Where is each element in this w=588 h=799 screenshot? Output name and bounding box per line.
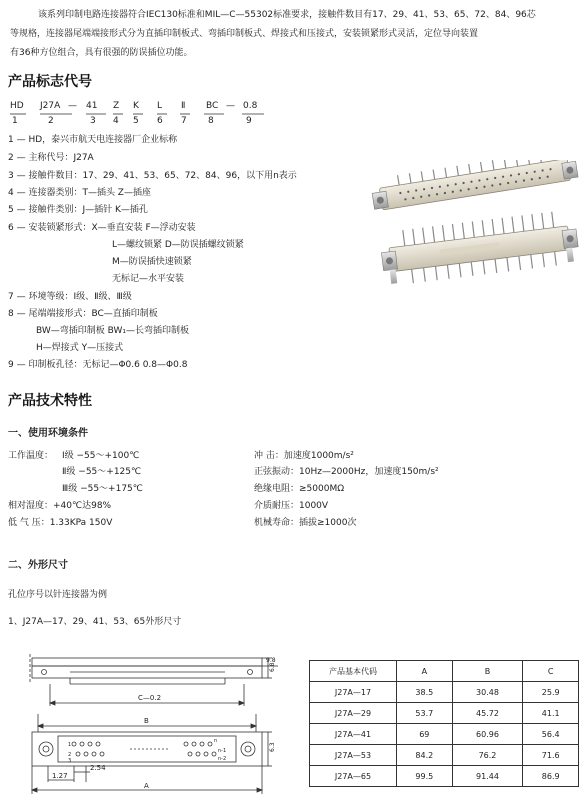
table-cell: J27A—17 — [310, 682, 397, 703]
list-item: 6 — 安装锁紧形式：X—垂直安装 F—浮动安装 — [8, 223, 196, 233]
intro-line-3: 有36种方位组合，具有很强的防误插位功能。 — [10, 48, 193, 58]
pin-label-2: 2 — [68, 752, 72, 758]
table-cell: 56.4 — [523, 724, 579, 745]
table-cell: 76.2 — [452, 745, 523, 766]
table-row — [310, 745, 579, 766]
intro-line-2: 等规格，连接器尾端端接形式分为直插印制板式、弯插印制板式、焊接式和压接式，安装锁紧形式灵活，定位导向装置 — [10, 29, 479, 39]
code-num: 8 — [208, 116, 214, 126]
temp-line: Ⅲ级 −55～+175℃ — [62, 484, 143, 494]
list-item: 1 — HD，泰兴市航天电连接器厂企业标称 — [8, 135, 178, 145]
code-part: BC — [206, 101, 219, 111]
code-part: K — [133, 101, 139, 111]
table-cell: 25.9 — [523, 682, 579, 703]
section-title-product-code: 产品标志代号 — [8, 74, 92, 90]
code-num: 5 — [133, 116, 139, 126]
dimension-drawing — [10, 648, 280, 798]
temp-line: Ⅰ级 −55～+100℃ — [62, 451, 140, 461]
table-cell: 41.1 — [523, 703, 579, 724]
list-item: 2 — 主称代号：J27A — [8, 153, 94, 163]
code-num: 6 — [157, 116, 163, 126]
code-part: HD — [10, 101, 24, 111]
dimension-note: 1、J27A—17、29、41、53、65外形尺寸 — [8, 617, 182, 627]
table-cell: J27A—65 — [310, 766, 397, 787]
table-header: 产品基本代码 — [310, 661, 397, 682]
table-row — [310, 703, 579, 724]
list-item: 7 — 环境等级：Ⅰ级、Ⅱ级、Ⅲ级 — [8, 292, 132, 302]
dim-label-height1: 6.8 — [269, 662, 276, 672]
table-header: A — [397, 661, 453, 682]
table-header: B — [452, 661, 523, 682]
dim-label-row: 2.54 — [90, 764, 106, 772]
list-item: BW—弯插印制板 BW₁—长弯插印制板 — [36, 326, 189, 336]
list-item: M—防误插快速锁紧 — [112, 257, 192, 267]
spec-line: 正弦振动：10Hz—2000Hz，加速度150m/s² — [254, 467, 439, 477]
table-row — [310, 682, 579, 703]
table-header: C — [523, 661, 579, 682]
pin-label-n-1: n-1 — [218, 748, 227, 754]
list-item: H—焊接式 Y—压接式 — [36, 343, 124, 353]
spec-line: 冲 击：加速度1000m/s² — [254, 451, 354, 461]
code-part: 0.8 — [243, 101, 258, 111]
table-cell: 60.96 — [452, 724, 523, 745]
table-cell: 38.5 — [397, 682, 453, 703]
table-cell: 69 — [397, 724, 453, 745]
code-part: J27A — [40, 101, 61, 111]
intro-line-1: 该系列印制电路连接器符合IEC130标准和MIL—C—55302标准要求，接触件数目有17、29、41、53、65、72、84、96芯 — [38, 10, 536, 20]
table-cell: J27A—53 — [310, 745, 397, 766]
pin-label-n: n — [214, 738, 218, 744]
dim-label-height2: 9.8 — [266, 657, 276, 664]
code-part: Z — [113, 101, 120, 111]
table-cell: 45.72 — [452, 703, 523, 724]
code-num: 9 — [246, 116, 252, 126]
temp-line: Ⅱ级 −55～+125℃ — [62, 467, 142, 477]
dimension-table — [309, 660, 579, 787]
code-num: 7 — [181, 116, 187, 126]
code-part: — — [68, 101, 77, 111]
dim-label-pitch: 1.27 — [52, 772, 68, 780]
humidity: 相对湿度：+40℃达98% — [8, 501, 112, 511]
table-cell: 71.6 — [523, 745, 579, 766]
code-num: 3 — [90, 116, 96, 126]
table-row — [310, 766, 579, 787]
subsection-dimensions: 二、外形尺寸 — [8, 560, 68, 571]
table-cell: 91.44 — [452, 766, 523, 787]
code-num: 2 — [48, 116, 54, 126]
pin-label-3: 3 — [68, 758, 72, 764]
pin-label-1: 1 — [68, 742, 72, 748]
list-item: 4 — 连接器类别：T—插头 Z—插座 — [8, 188, 151, 198]
list-item: 3 — 接触件数目：17、29、41、53、65、72、84、96，以下用n表示 — [8, 171, 297, 181]
table-cell: 84.2 — [397, 745, 453, 766]
code-part: — — [226, 101, 235, 111]
spec-line: 介质耐压：1000V — [254, 501, 329, 511]
dim-label-c: C—0.2 — [138, 694, 162, 702]
table-cell: 86.9 — [523, 766, 579, 787]
table-cell: J27A—41 — [310, 724, 397, 745]
table-cell: 99.5 — [397, 766, 453, 787]
subsection-env-conditions: 一、使用环境条件 — [8, 428, 88, 439]
code-part: Ⅱ — [181, 101, 186, 111]
table-cell: 30.48 — [452, 682, 523, 703]
code-num: 4 — [113, 116, 119, 126]
spec-line: 绝缘电阻：≥5000MΩ — [254, 484, 345, 494]
list-item: 无标记—水平安装 — [112, 274, 185, 284]
section-title-tech-specs: 产品技术特性 — [8, 393, 92, 409]
hole-note: 孔位序号以针连接器为例 — [8, 590, 108, 600]
list-item: 5 — 接触件类别：J—插针 K—插孔 — [8, 205, 148, 215]
dim-label-width: 6.3 — [269, 742, 276, 752]
pin-label-n-2: n-2 — [218, 756, 227, 762]
code-num: 1 — [12, 116, 18, 126]
temp-label: 工作温度： — [8, 451, 54, 461]
dim-label-b: B — [144, 717, 149, 725]
table-row — [310, 724, 579, 745]
table-cell: J27A—29 — [310, 703, 397, 724]
dim-label-a: A — [144, 782, 149, 790]
list-item: L—螺纹锁紧 D—防误插螺纹锁紧 — [112, 240, 244, 250]
list-item: 8 — 尾端端接形式：BC—直插印制板 — [8, 309, 158, 319]
table-header-row — [310, 661, 579, 682]
list-item: 9 — 印制板孔径：无标记—Φ0.6 0.8—Φ0.8 — [8, 360, 188, 370]
spec-line: 机械寿命：插拔≥1000次 — [254, 518, 357, 528]
pressure: 低 气 压：1.33KPa 150V — [8, 518, 113, 528]
connector-product-photo — [360, 160, 585, 295]
code-part: 41 — [86, 101, 98, 111]
code-part: L — [157, 101, 163, 111]
intro-text — [10, 6, 584, 63]
table-cell: 53.7 — [397, 703, 453, 724]
